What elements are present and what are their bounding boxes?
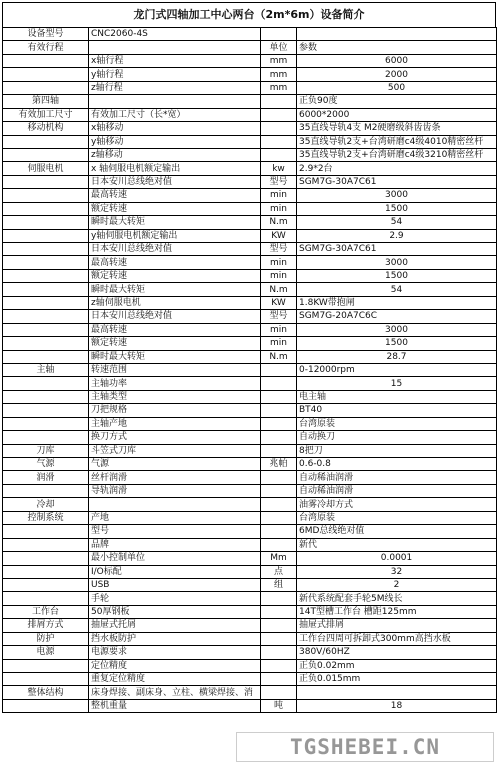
- table-row: [3, 565, 497, 578]
- item-cell: 最小控制单位: [89, 552, 261, 565]
- unit-cell: KW: [261, 296, 297, 309]
- table-row: [3, 310, 497, 323]
- table-row: [3, 68, 497, 81]
- value-cell: 35直线导轨4支 M2硬磨级斜齿齿条: [297, 122, 497, 135]
- table-row: [3, 377, 497, 390]
- value-cell: 1500: [297, 337, 497, 350]
- table-row: [3, 431, 497, 444]
- value-cell: 35直线导轨2支+台湾研磨c4级4010精密丝杆: [297, 135, 497, 148]
- category-cell: 气源: [3, 458, 89, 471]
- category-cell: 主轴: [3, 363, 89, 376]
- value-cell: 油雾冷却方式: [297, 498, 497, 511]
- unit-cell: [261, 122, 297, 135]
- value-cell: 2: [297, 578, 497, 591]
- item-cell: 床身焊接、副床身、立柱、横梁焊接、消: [89, 686, 261, 699]
- table-row: [3, 229, 497, 242]
- item-cell: 换刀方式: [89, 431, 261, 444]
- item-cell: 瞬时最大转矩: [89, 350, 261, 363]
- category-cell: 伺服电机: [3, 162, 89, 175]
- item-cell: 气源: [89, 458, 261, 471]
- value-cell: SGM7G-30A7C61: [297, 243, 497, 256]
- category-cell: [3, 54, 89, 67]
- table-row: [3, 95, 497, 108]
- item-cell: y轴移动: [89, 135, 261, 148]
- value-cell: 自动稀油润滑: [297, 471, 497, 484]
- unit-cell: [261, 686, 297, 699]
- unit-cell: [261, 471, 297, 484]
- table-row: [3, 202, 497, 215]
- item-cell: 丝杆润滑: [89, 471, 261, 484]
- table-row: [3, 350, 497, 363]
- item-cell: 瞬时最大转矩: [89, 216, 261, 229]
- value-cell: 380V/60HZ: [297, 646, 497, 659]
- item-cell: 型号: [89, 525, 261, 538]
- value-cell: 32: [297, 565, 497, 578]
- spec-sheet: [2, 2, 496, 713]
- unit-cell: [261, 363, 297, 376]
- category-cell: [3, 283, 89, 296]
- category-cell: [3, 189, 89, 202]
- table-row: [3, 122, 497, 135]
- item-cell: [89, 41, 261, 54]
- table-row: [3, 525, 497, 538]
- unit-cell: N.m: [261, 216, 297, 229]
- unit-cell: N.m: [261, 283, 297, 296]
- unit-cell: [261, 498, 297, 511]
- item-cell: 主轴类型: [89, 390, 261, 403]
- unit-cell: [261, 484, 297, 497]
- value-cell: 抽屉式排屑: [297, 619, 497, 632]
- unit-cell: min: [261, 256, 297, 269]
- category-cell: [3, 68, 89, 81]
- value-cell: SGM7G-20A7C6C: [297, 310, 497, 323]
- category-cell: [3, 377, 89, 390]
- table-row: [3, 619, 497, 632]
- value-cell: 0.0001: [297, 552, 497, 565]
- value-cell: 18: [297, 699, 497, 712]
- category-cell: [3, 404, 89, 417]
- category-cell: [3, 337, 89, 350]
- table-row: [3, 323, 497, 336]
- category-cell: [3, 484, 89, 497]
- item-cell: 手轮: [89, 592, 261, 605]
- table-row: [3, 41, 497, 54]
- item-cell: USB: [89, 578, 261, 591]
- table-row: [3, 404, 497, 417]
- watermark-logo: TGSHEBEI.CN: [236, 732, 494, 762]
- category-cell: [3, 296, 89, 309]
- table-row: [3, 578, 497, 591]
- item-cell: CNC2060-4S: [89, 28, 261, 41]
- table-row: [3, 243, 497, 256]
- item-cell: 刀把规格: [89, 404, 261, 417]
- item-cell: [89, 95, 261, 108]
- unit-cell: [261, 525, 297, 538]
- category-cell: 控制系统: [3, 511, 89, 524]
- category-cell: [3, 135, 89, 148]
- table-row: [3, 148, 497, 161]
- category-cell: 电源: [3, 646, 89, 659]
- value-cell: 6000*2000: [297, 108, 497, 121]
- table-row: [3, 673, 497, 686]
- unit-cell: mm: [261, 68, 297, 81]
- category-cell: 冷却: [3, 498, 89, 511]
- table-row: [3, 216, 497, 229]
- category-cell: [3, 417, 89, 430]
- category-cell: 有效行程: [3, 41, 89, 54]
- table-row: [3, 538, 497, 551]
- category-cell: [3, 323, 89, 336]
- value-cell: 正负0.015mm: [297, 673, 497, 686]
- table-row: [3, 444, 497, 457]
- value-cell: 2000: [297, 68, 497, 81]
- category-cell: 设备型号: [3, 28, 89, 41]
- item-cell: 品牌: [89, 538, 261, 551]
- unit-cell: 兆帕: [261, 458, 297, 471]
- item-cell: 整机重量: [89, 699, 261, 712]
- spec-table: [2, 27, 497, 713]
- value-cell: 6000: [297, 54, 497, 67]
- table-row: [3, 390, 497, 403]
- value-cell: 自动换刀: [297, 431, 497, 444]
- table-row: [3, 256, 497, 269]
- value-cell: 14T型槽工作台 槽距125mm: [297, 605, 497, 618]
- table-row: [3, 511, 497, 524]
- value-cell: 3000: [297, 256, 497, 269]
- item-cell: 最高转速: [89, 323, 261, 336]
- value-cell: 台湾原装: [297, 511, 497, 524]
- table-row: [3, 108, 497, 121]
- table-row: [3, 81, 497, 94]
- unit-cell: 型号: [261, 310, 297, 323]
- value-cell: 0.6-0.8: [297, 458, 497, 471]
- value-cell: 台湾原装: [297, 417, 497, 430]
- table-row: [3, 471, 497, 484]
- value-cell: 工作台四周可拆卸式300mm高挡水板: [297, 632, 497, 645]
- table-row: [3, 699, 497, 712]
- category-cell: 排屑方式: [3, 619, 89, 632]
- unit-cell: 点: [261, 565, 297, 578]
- unit-cell: [261, 632, 297, 645]
- value-cell: 电主轴: [297, 390, 497, 403]
- unit-cell: [261, 148, 297, 161]
- table-row: [3, 686, 497, 699]
- value-cell: 新代系统配套手轮5M线长: [297, 592, 497, 605]
- value-cell: 54: [297, 283, 497, 296]
- table-row: [3, 632, 497, 645]
- unit-cell: kw: [261, 162, 297, 175]
- table-row: [3, 175, 497, 188]
- unit-cell: min: [261, 323, 297, 336]
- unit-cell: [261, 390, 297, 403]
- item-cell: I/O标配: [89, 565, 261, 578]
- unit-cell: mm: [261, 54, 297, 67]
- unit-cell: min: [261, 202, 297, 215]
- item-cell: 日本安川总线绝对值: [89, 310, 261, 323]
- item-cell: 额定转速: [89, 337, 261, 350]
- category-cell: 有效加工尺寸: [3, 108, 89, 121]
- item-cell: 瞬时最大转矩: [89, 283, 261, 296]
- category-cell: [3, 578, 89, 591]
- category-cell: [3, 350, 89, 363]
- item-cell: 最高转速: [89, 256, 261, 269]
- value-cell: 1.8KW带抱闸: [297, 296, 497, 309]
- table-row: [3, 363, 497, 376]
- table-row: [3, 659, 497, 672]
- table-row: [3, 337, 497, 350]
- table-row: [3, 54, 497, 67]
- unit-cell: KW: [261, 229, 297, 242]
- item-cell: z轴伺服电机: [89, 296, 261, 309]
- table-row: [3, 283, 497, 296]
- unit-cell: 单位: [261, 41, 297, 54]
- unit-cell: [261, 619, 297, 632]
- category-cell: 润滑: [3, 471, 89, 484]
- table-row: [3, 417, 497, 430]
- value-cell: 自动稀油润滑: [297, 484, 497, 497]
- value-cell: 15: [297, 377, 497, 390]
- unit-cell: mm: [261, 81, 297, 94]
- item-cell: 电源要求: [89, 646, 261, 659]
- category-cell: [3, 148, 89, 161]
- unit-cell: [261, 673, 297, 686]
- value-cell: 0-12000rpm: [297, 363, 497, 376]
- value-cell: 2.9*2台: [297, 162, 497, 175]
- unit-cell: [261, 377, 297, 390]
- value-cell: 正负0.02mm: [297, 659, 497, 672]
- item-cell: 额定转速: [89, 202, 261, 215]
- unit-cell: [261, 659, 297, 672]
- item-cell: 转速范围: [89, 363, 261, 376]
- unit-cell: Mm: [261, 552, 297, 565]
- value-cell: 3000: [297, 323, 497, 336]
- item-cell: 额定转速: [89, 269, 261, 282]
- item-cell: 斗笠式刀库: [89, 444, 261, 457]
- unit-cell: [261, 135, 297, 148]
- table-row: [3, 296, 497, 309]
- unit-cell: [261, 538, 297, 551]
- sheet-title: 龙门式四轴加工中心两台（2m*6m）设备简介: [2, 2, 496, 27]
- category-cell: [3, 216, 89, 229]
- item-cell: x 轴伺服电机额定输出: [89, 162, 261, 175]
- category-cell: [3, 565, 89, 578]
- item-cell: 最高转速: [89, 189, 261, 202]
- table-row: [3, 605, 497, 618]
- item-cell: z轴行程: [89, 81, 261, 94]
- item-cell: z轴移动: [89, 148, 261, 161]
- table-row: [3, 162, 497, 175]
- category-cell: [3, 229, 89, 242]
- value-cell: 500: [297, 81, 497, 94]
- value-cell: BT40: [297, 404, 497, 417]
- value-cell: 新代: [297, 538, 497, 551]
- category-cell: [3, 525, 89, 538]
- table-row: [3, 484, 497, 497]
- item-cell: 重复定位精度: [89, 673, 261, 686]
- unit-cell: [261, 444, 297, 457]
- category-cell: 刀库: [3, 444, 89, 457]
- category-cell: [3, 552, 89, 565]
- category-cell: [3, 538, 89, 551]
- table-row: [3, 28, 497, 41]
- unit-cell: min: [261, 269, 297, 282]
- unit-cell: [261, 646, 297, 659]
- unit-cell: [261, 511, 297, 524]
- unit-cell: [261, 95, 297, 108]
- value-cell: SGM7G-30A7C61: [297, 175, 497, 188]
- unit-cell: N.m: [261, 350, 297, 363]
- table-row: [3, 458, 497, 471]
- unit-cell: 型号: [261, 175, 297, 188]
- value-cell: 8把刀: [297, 444, 497, 457]
- category-cell: [3, 699, 89, 712]
- category-cell: 整体结构: [3, 686, 89, 699]
- unit-cell: 吨: [261, 699, 297, 712]
- category-cell: 防护: [3, 632, 89, 645]
- unit-cell: 组: [261, 578, 297, 591]
- item-cell: 定位精度: [89, 659, 261, 672]
- table-row: [3, 189, 497, 202]
- table-row: [3, 498, 497, 511]
- table-row: [3, 646, 497, 659]
- category-cell: [3, 81, 89, 94]
- category-cell: 移动机构: [3, 122, 89, 135]
- category-cell: [3, 310, 89, 323]
- item-cell: 导轨润滑: [89, 484, 261, 497]
- unit-cell: min: [261, 189, 297, 202]
- unit-cell: min: [261, 337, 297, 350]
- value-cell: 正负90度: [297, 95, 497, 108]
- category-cell: [3, 202, 89, 215]
- item-cell: 日本安川总线绝对值: [89, 243, 261, 256]
- value-cell: 54: [297, 216, 497, 229]
- value-cell: 28.7: [297, 350, 497, 363]
- value-cell: [297, 686, 497, 699]
- table-row: [3, 269, 497, 282]
- unit-cell: 型号: [261, 243, 297, 256]
- item-cell: 日本安川总线绝对值: [89, 175, 261, 188]
- unit-cell: [261, 28, 297, 41]
- unit-cell: [261, 431, 297, 444]
- category-cell: 工作台: [3, 605, 89, 618]
- item-cell: 有效加工尺寸（长*宽）: [89, 108, 261, 121]
- item-cell: 主轴产地: [89, 417, 261, 430]
- category-cell: [3, 431, 89, 444]
- table-row: [3, 552, 497, 565]
- unit-cell: [261, 108, 297, 121]
- item-cell: 50厚钢板: [89, 605, 261, 618]
- category-cell: 第四轴: [3, 95, 89, 108]
- value-cell: [297, 28, 497, 41]
- category-cell: [3, 659, 89, 672]
- table-row: [3, 592, 497, 605]
- category-cell: [3, 269, 89, 282]
- unit-cell: [261, 404, 297, 417]
- unit-cell: [261, 605, 297, 618]
- item-cell: 产地: [89, 511, 261, 524]
- table-row: [3, 135, 497, 148]
- item-cell: y轴行程: [89, 68, 261, 81]
- spec-table-body: [3, 28, 497, 713]
- unit-cell: [261, 592, 297, 605]
- value-cell: 1500: [297, 202, 497, 215]
- category-cell: [3, 243, 89, 256]
- item-cell: [89, 498, 261, 511]
- item-cell: x轴行程: [89, 54, 261, 67]
- item-cell: x轴移动: [89, 122, 261, 135]
- category-cell: [3, 175, 89, 188]
- item-cell: 挡水板防护: [89, 632, 261, 645]
- value-cell: 6MD总线绝对值: [297, 525, 497, 538]
- category-cell: [3, 673, 89, 686]
- category-cell: [3, 256, 89, 269]
- item-cell: y轴伺服电机额定输出: [89, 229, 261, 242]
- value-cell: 1500: [297, 269, 497, 282]
- value-cell: 35直线导轨2支+台湾研磨c4级3210精密丝杆: [297, 148, 497, 161]
- item-cell: 主轴功率: [89, 377, 261, 390]
- value-cell: 3000: [297, 189, 497, 202]
- item-cell: 抽屉式托屑: [89, 619, 261, 632]
- value-cell: 2.9: [297, 229, 497, 242]
- category-cell: [3, 592, 89, 605]
- unit-cell: [261, 417, 297, 430]
- value-cell: 参数: [297, 41, 497, 54]
- category-cell: [3, 390, 89, 403]
